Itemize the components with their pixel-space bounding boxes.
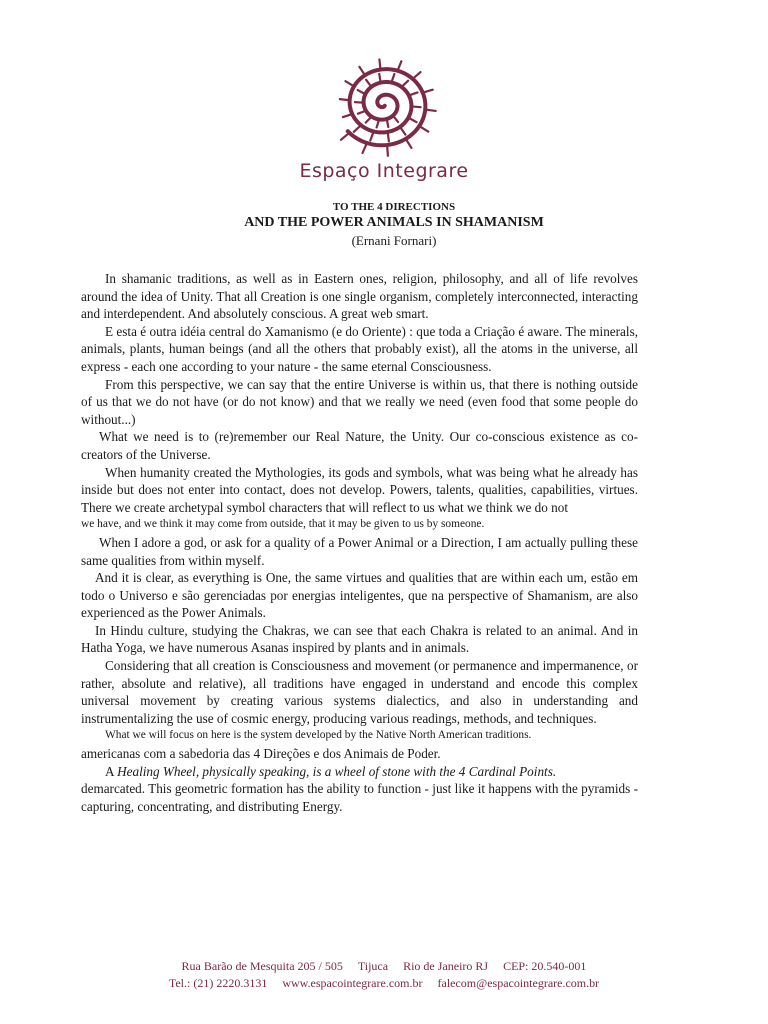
- footer-website[interactable]: www.espacointegrare.com.br: [282, 976, 423, 990]
- paragraph: And it is clear, as everything is One, the same virtues and qualities that are within each um, estão em todo o Universo e são gerenciadas por energias inteligentes, que na perspective of Shamanism, are also experienced as the Power Animals.: [81, 570, 638, 621]
- paragraph: we have, and we think it may come from outside, that it may be given to us by someone.: [81, 518, 485, 531]
- footer-email[interactable]: falecom@espacointegrare.com.br: [437, 976, 600, 990]
- spiral-ray: [411, 92, 418, 94]
- spiral-ray: [398, 61, 401, 69]
- spiral-ray: [366, 118, 371, 123]
- spiral-ray: [410, 119, 416, 123]
- spiral-ray: [377, 121, 379, 127]
- spiral-ray: [366, 80, 370, 85]
- spiral-ray: [341, 134, 348, 140]
- spiral-ray: [343, 115, 350, 117]
- spiral-ray: [407, 141, 412, 148]
- footer-phone: Tel.: (21) 2220.3131: [168, 976, 268, 990]
- spiral-ray: [379, 74, 380, 81]
- paragraph: What we need is to (re)remember our Real Nature, the Unity. Our co-conscious existence as co-creators of the Universe.: [81, 429, 638, 462]
- paragraph: When I adore a god, or ask for a quality of a Power Animal or a Direction, I am actually pulling these same qualities from within myself.: [81, 534, 638, 568]
- spiral-ray: [363, 145, 367, 153]
- paragraph: In shamanic traditions, as well as in Eastern ones, religion, philosophy, and all of life revolves around the idea of Unity. That all Creation is one single organism, completely interconnected, interacting and interdependent. And absolutely conscious. A great web smart.: [81, 271, 638, 322]
- paragraph-italic: Healing Wheel, physically speaking, is a wheel of stone with the 4 Cardinal Points.: [117, 763, 557, 779]
- author: (Ernani Fornari): [351, 233, 437, 248]
- document-title: [0, 200, 768, 249]
- title-line-2: AND THE POWER ANIMALS IN SHAMANISM: [244, 215, 544, 230]
- spiral-ray: [345, 81, 352, 85]
- spiral-ray: [387, 147, 388, 156]
- spiral-ray: [359, 67, 363, 74]
- spiral-ray: [379, 59, 380, 67]
- footer-address-line: [0, 958, 768, 975]
- spiral-ray: [403, 81, 408, 86]
- footer-district: Tijuca: [357, 959, 389, 973]
- title-line-1: TO THE 4 DIRECTIONS: [332, 201, 456, 213]
- footer: [0, 958, 768, 992]
- paragraph: What we will focus on here is the system developed by the Native North American traditions.: [105, 729, 532, 742]
- footer-city: Rio de Janeiro RJ: [403, 959, 489, 973]
- paragraph: In Hindu culture, studying the Chakras, we can see that each Chakra is related to an animal. And in Hatha Yoga, we have numerous Asanas inspired by plants and in animals.: [81, 622, 638, 656]
- footer-address: Rua Barão de Mesquita 205 / 505: [181, 959, 343, 973]
- spiral-ray: [414, 72, 420, 78]
- paragraph-prefix: A: [105, 763, 118, 779]
- spiral-ray: [358, 111, 364, 113]
- paragraph: americanas com a sabedoria das 4 Direções e dos Animais de Poder.: [81, 746, 441, 762]
- spiral-ray: [387, 121, 388, 127]
- paragraph: [81, 763, 638, 781]
- spiral-ray: [394, 117, 398, 122]
- spiral-ray: [358, 90, 364, 93]
- spiral-ray: [340, 99, 348, 100]
- paragraph: Considering that all creation is Consciousness and movement (or permanence and impermanence, or rather, absolute and relative), all traditions have engaged in understand and encode this complex universal movement by creating various systems dialectics, and also in understanding and instrumentalizing the use of cosmic energy, producing various readings, methods, and techniques.: [81, 658, 638, 726]
- logo: [0, 48, 768, 182]
- spiral-ray: [392, 74, 394, 81]
- spiral-ray: [401, 129, 405, 135]
- paragraph: E esta é outra idéia central do Xamanismo (e do Oriente) : que toda a Criação é aware. The minerals, animals, plants, human beings (and all the others that probably exist), all the atoms in the universe, all express - each one according to your nature - the same eternal Consciousness.: [81, 323, 638, 374]
- spiral-ray: [370, 133, 373, 140]
- paragraph: demarcated. This geometric formation has the ability to function - just like it happens with the pyramids - capturing, concentrating, and distributing Energy.: [81, 781, 638, 814]
- spiral-ray: [413, 107, 420, 108]
- spiral-logo-icon: [319, 48, 449, 160]
- spiral-ray: [388, 134, 389, 141]
- paragraph: From this perspective, we can say that the entire Universe is within us, that there is nothing outside of us that we do not have (or do not know) and that we really we need (even food that some people do without...): [81, 376, 638, 427]
- spiral-ray: [427, 110, 435, 111]
- logo-name: Espaço Integrare: [299, 160, 469, 182]
- spiral-ray: [354, 127, 360, 132]
- article-body: [81, 270, 638, 815]
- footer-cep: CEP: 20.540-001: [503, 959, 587, 973]
- spiral-ray: [421, 127, 428, 132]
- paragraph: When humanity created the Mythologies, its gods and symbols, what was being what he already has inside but does not enter into contact, does not develop. Powers, talents, qualities, capabilities, virtues. There we create archetypal symbol characters that will reflect to us what we think we do not: [81, 464, 638, 515]
- footer-contact-line: [0, 975, 768, 992]
- spiral-ray: [425, 90, 433, 92]
